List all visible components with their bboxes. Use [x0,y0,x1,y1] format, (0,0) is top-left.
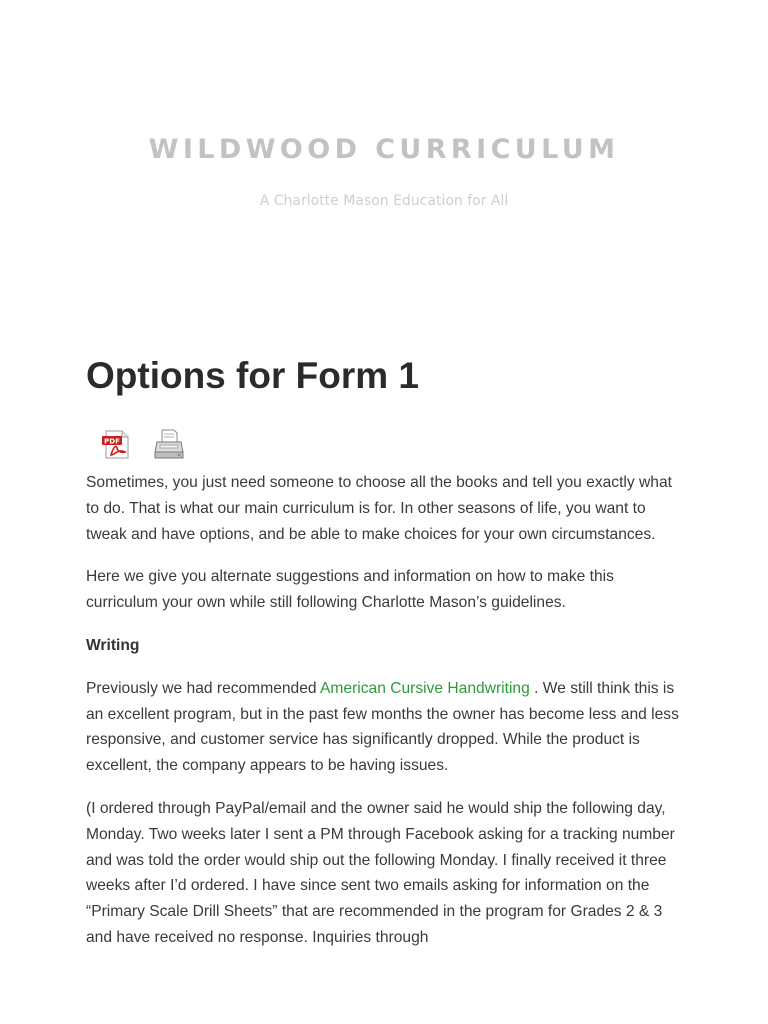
print-tools [86,428,686,462]
american-cursive-handwriting-link[interactable]: American Cursive Handwriting [320,679,530,697]
writing-heading: Writing [86,636,140,654]
pdf-icon [100,428,134,460]
svg-text:PDF: PDF [104,437,120,446]
alternate-paragraph: Here we give you alternate suggestions and information on how to make this curriculum your own while still following Charlotte Mason’s guidelines. [86,568,614,612]
handwriting-paragraph [86,676,686,779]
article [86,350,686,968]
print-button[interactable] [152,428,186,460]
printer-icon [152,428,186,460]
site-title[interactable]: WILDWOOD CURRICULUM [148,134,620,165]
pdf-button[interactable] [100,428,134,460]
article-content [86,470,686,951]
order-paragraph: (I ordered through PayPal/email and the owner said he would ship the following day, Monday. Two weeks later I sent a PM through Facebook asking for a tracking number and was told the order would ship out the following Monday. I finally received it three weeks after I’d ordered. I have since sent two emails asking for information on the “Primary Scale Drill Sheets” that are recommended in the program for Grades 2 & 3 and have received no response. Inquiries through [86,799,675,946]
intro-paragraph: Sometimes, you just need someone to choose all the books and tell you exactly what to do. That is what our main curriculum is for. In other seasons of life, you want to tweak and have options, and be able to make choices for your own circumstances. [86,474,672,543]
site-header [0,0,768,300]
site-tagline: A Charlotte Mason Education for All [259,193,509,209]
handwriting-text-after: . We still think this is an excellent program, but in the past few months the owner has become less and less responsive, and customer service has significantly dropped. While the product is excellent, the company appears to be having issues. [86,679,679,775]
handwriting-text-before: Previously we had recommended [86,679,321,697]
page-title: Options for Form 1 [86,355,419,396]
